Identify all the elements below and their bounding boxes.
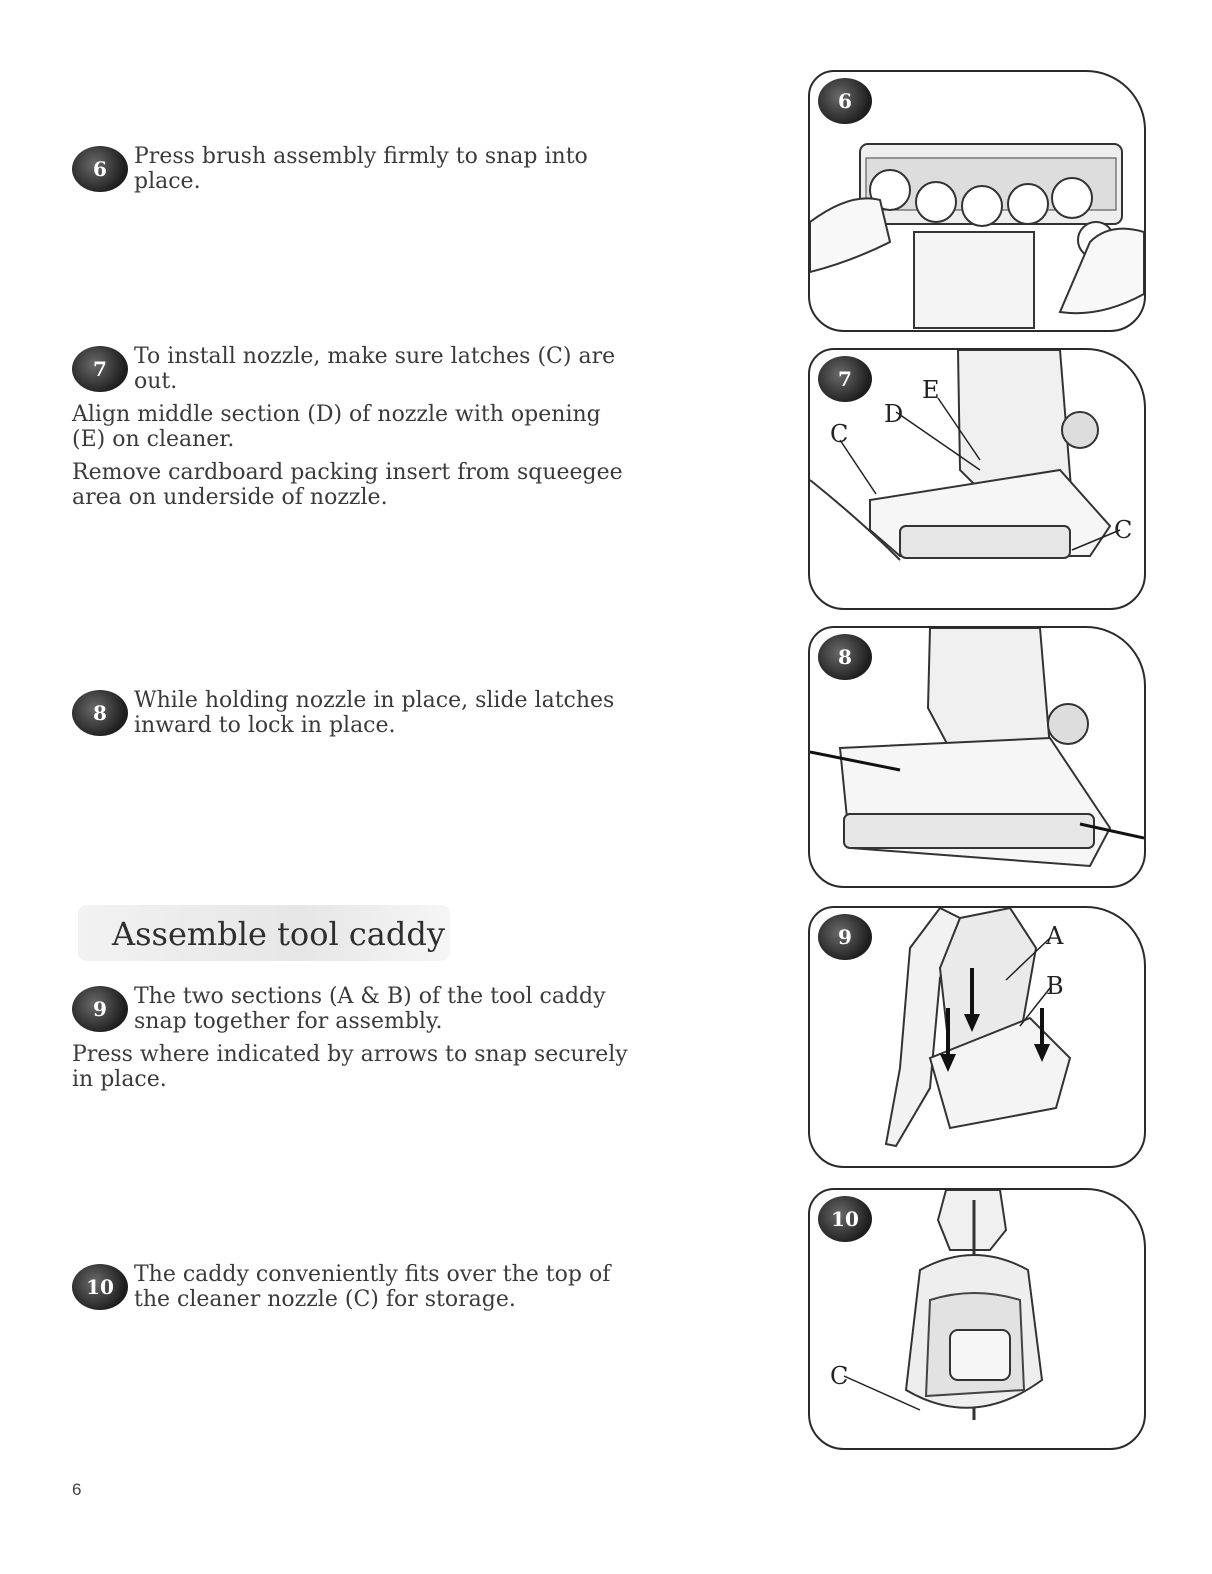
step-paragraph: Remove cardboard packing insert from squeegee area on underside of nozzle. (72, 460, 623, 510)
page-number: 6 (72, 1480, 82, 1499)
step-7 (72, 344, 632, 510)
step-6 (72, 144, 632, 194)
step-number-badge: 6 (72, 146, 128, 192)
step-text: Press brush assembly firmly to snap into place. (134, 144, 588, 194)
label-e: E (922, 376, 940, 404)
figure-6 (808, 70, 1146, 332)
figure-7 (808, 348, 1146, 610)
step-8 (72, 688, 632, 738)
step-paragraph: Press where indicated by arrows to snap securely in place. (72, 1042, 628, 1092)
label-d: D (884, 400, 904, 428)
label-c: C (830, 1362, 849, 1390)
figure-10 (808, 1188, 1146, 1450)
figure-number-badge: 9 (818, 914, 872, 960)
section-heading (78, 905, 450, 961)
figure-8 (808, 626, 1146, 888)
label-c-right: C (1114, 516, 1133, 544)
figure-number-badge: 10 (818, 1196, 872, 1242)
step-number-badge: 9 (72, 986, 128, 1032)
step-text: While holding nozzle in place, slide latches inward to lock in place. (134, 688, 615, 738)
step-9 (72, 984, 632, 1092)
label-a: A (1046, 922, 1064, 950)
figure-number-badge: 8 (818, 634, 872, 680)
step-10 (72, 1262, 632, 1312)
step-number-badge: 7 (72, 346, 128, 392)
section-title: Assemble tool caddy (112, 915, 445, 953)
step-text: To install nozzle, make sure latches (C) are out. (134, 344, 616, 394)
figure-number-badge: 6 (818, 78, 872, 124)
step-number-badge: 10 (72, 1264, 128, 1310)
step-number-badge: 8 (72, 690, 128, 736)
label-c-left: C (830, 420, 849, 448)
figure-9 (808, 906, 1146, 1168)
label-b: B (1046, 972, 1064, 1000)
figure-number-badge: 7 (818, 356, 872, 402)
step-text: The caddy conveniently fits over the top of the cleaner nozzle (C) for storage. (134, 1262, 611, 1312)
step-paragraph: Align middle section (D) of nozzle with opening (E) on cleaner. (72, 402, 601, 452)
step-text: The two sections (A & B) of the tool caddy snap together for assembly. (134, 984, 606, 1034)
